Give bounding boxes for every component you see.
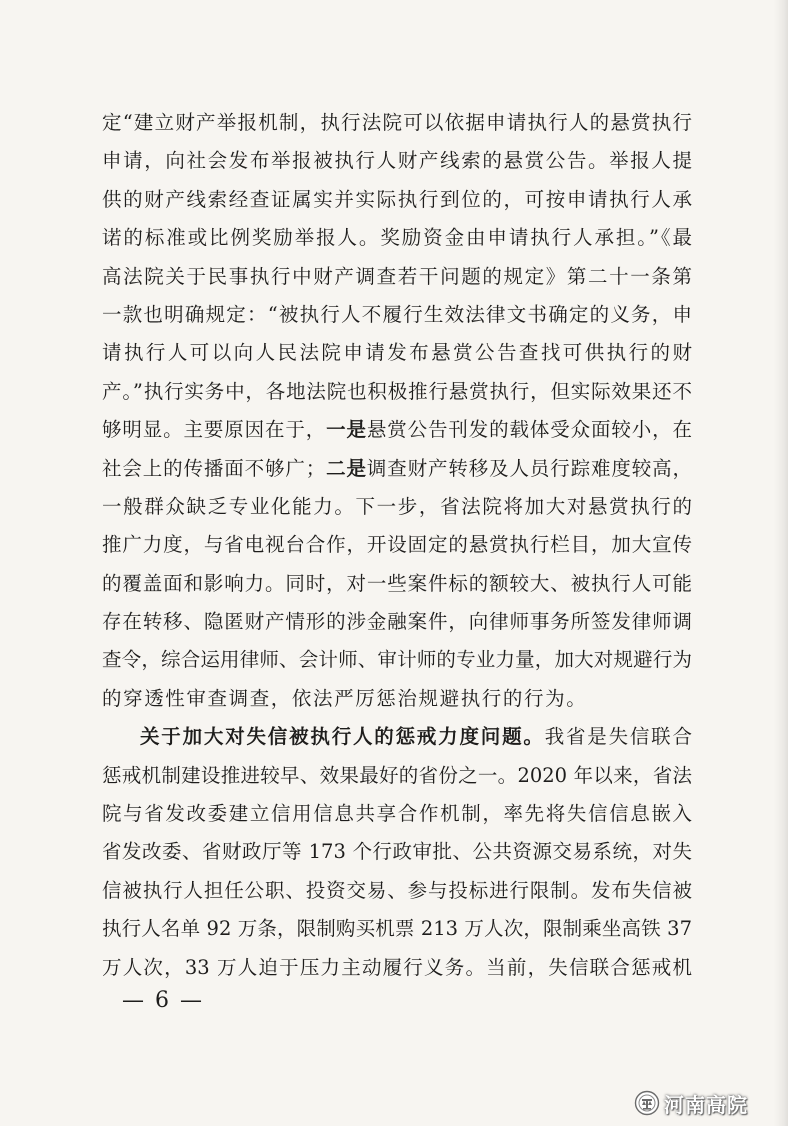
text-line bbox=[102, 258, 692, 296]
text-segment: 推广力度，与省电视台合作，开设固定的悬赏执行栏目，加大宣传 bbox=[102, 533, 692, 557]
text-segment: 的覆盖面和影响力。同时，对一些案件标的额较大、被执行人可能 bbox=[102, 571, 692, 595]
text-segment: 省发改委、省财政厅等 173 个行政审批、公共资源交易系统，对失 bbox=[102, 840, 692, 864]
text-segment: 诺的标准或比例奖励举报人。奖励资金由申请执行人承担。”《最 bbox=[102, 226, 692, 250]
text-line bbox=[102, 142, 692, 180]
text-line bbox=[102, 181, 692, 219]
text-segment: 悬赏公告刊发的载体受众面较小，在 bbox=[366, 418, 692, 442]
text-segment: 产。”执行实务中，各地法院也积极推行悬赏执行，但实际效果还不 bbox=[102, 379, 692, 403]
text-line bbox=[102, 833, 692, 871]
text-line bbox=[102, 757, 692, 795]
text-segment: 社会上的传播面不够广； bbox=[102, 456, 326, 480]
paper-edge-shadow bbox=[774, 0, 788, 1126]
text-segment: 惩戒机制建设推进较早、效果最好的省份之一。2020 年以来，省法 bbox=[102, 763, 692, 787]
text-segment: 存在转移、隐匿财产情形的涉金融案件，向律师事务所签发律师调 bbox=[102, 610, 692, 634]
text-segment: 申请，向社会发布举报被执行人财产线索的悬赏公告。举报人提 bbox=[102, 149, 692, 173]
text-line bbox=[102, 296, 692, 334]
text-segment: 万人次，33 万人迫于压力主动履行义务。当前，失信联合惩戒机 bbox=[102, 955, 692, 979]
text-line bbox=[102, 488, 692, 526]
text-line bbox=[102, 104, 692, 142]
text-line bbox=[102, 641, 692, 679]
text-segment: 供的财产线索经查证属实并实际执行到位的，可按申请执行人承 bbox=[102, 187, 692, 211]
text-line bbox=[102, 219, 692, 257]
text-segment: 查令，综合运用律师、会计师、审计师的专业力量，加大对规避行为 bbox=[102, 648, 692, 672]
text-segment: 一般群众缺乏专业化能力。下一步，省法院将加大对悬赏执行的 bbox=[102, 494, 692, 518]
text-segment: 够明显。主要原因在于， bbox=[102, 418, 327, 442]
text-segment: 我省是失信联合 bbox=[544, 725, 692, 749]
text-line bbox=[102, 334, 692, 372]
text-segment: 信被执行人担任公职、投资交易、参与投标进行限制。发布失信被 bbox=[102, 878, 692, 902]
text-line bbox=[102, 526, 692, 564]
text-line bbox=[102, 795, 692, 833]
watermark-text: 河南高院 bbox=[664, 1092, 748, 1117]
text-line bbox=[102, 872, 692, 910]
text-line bbox=[102, 450, 692, 488]
text-segment: 的穿透性审查调查，依法严厉惩治规避执行的行为。 bbox=[102, 686, 588, 710]
text-line bbox=[102, 373, 692, 411]
text-line bbox=[102, 718, 692, 756]
text-segment: 院与省发改委建立信用信息共享合作机制，率先将失信信息嵌入 bbox=[102, 802, 692, 826]
watermark bbox=[634, 1088, 748, 1118]
text-segment: 执行人名单 92 万条，限制购买机票 213 万人次，限制乘坐高铁 37 bbox=[102, 917, 692, 941]
page-number: — 6 — bbox=[122, 988, 204, 1013]
text-line bbox=[102, 565, 692, 603]
document-body bbox=[102, 104, 692, 987]
bold-text-segment: 一是 bbox=[326, 418, 367, 442]
text-segment: 一款也明确规定：“被执行人不履行生效法律文书确定的义务，申 bbox=[102, 302, 692, 326]
bold-text-segment: 二是 bbox=[325, 456, 367, 480]
text-segment: 请执行人可以向人民法院申请发布悬赏公告查找可供执行的财 bbox=[102, 341, 692, 365]
text-line bbox=[102, 411, 692, 449]
text-segment: 高法院关于民事执行中财产调查若干问题的规定》第二十一条第 bbox=[102, 264, 692, 288]
text-line bbox=[102, 680, 692, 718]
bold-text-segment: 关于加大对失信被执行人的惩戒力度问题。 bbox=[140, 725, 545, 749]
text-segment: 定“建立财产举报机制，执行法院可以依据申请执行人的悬赏执行 bbox=[102, 111, 692, 134]
text-segment: 调查财产转移及人员行踪难度较高， bbox=[366, 456, 692, 480]
court-emblem-icon bbox=[634, 1090, 660, 1116]
text-line bbox=[102, 603, 692, 641]
text-line bbox=[102, 910, 692, 948]
